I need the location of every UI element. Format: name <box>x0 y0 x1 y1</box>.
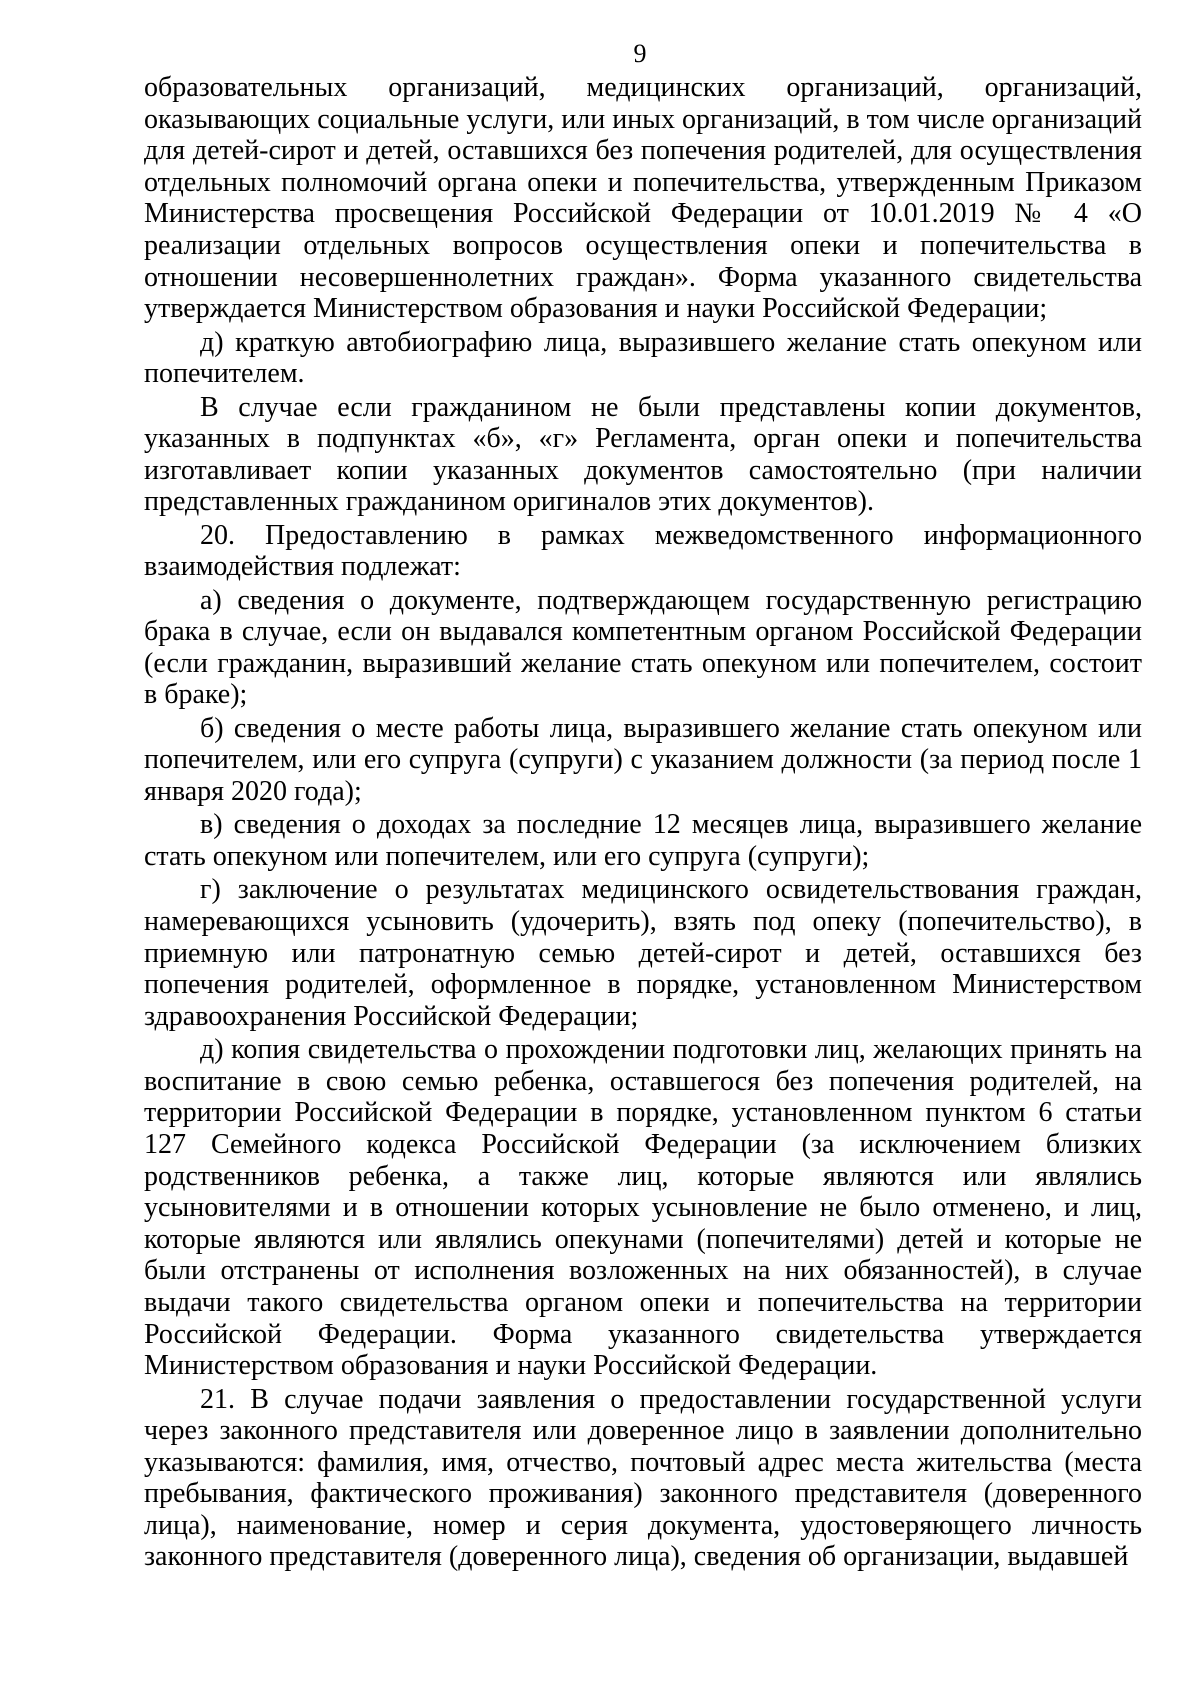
paragraph-20-item-a: а) сведения о документе, подтверждающем государственную регистрацию брака в случае, если он выдавался компетентным органом Российской Федерации (если гражданин, выразивший желание стать опекуном или попечителем, состоит в браке); <box>144 584 1142 711</box>
document-body <box>144 72 1142 1575</box>
paragraph-20-item-d: д) копия свидетельства о прохождении подготовки лиц, желающих принять на воспитание в свою семью ребенка, оставшегося без попечения родителей, на территории Российской Федерации в порядке, установленном пунктом 6 статьи 127 Семейного кодекса Российской Федерации (за исключением близких родственников ребенка, а также лиц, которые являются или являлись усыновителями и в отношении которых усыновление не было отменено, и лиц, которые являются или являлись опекунами (попечителями) детей и которые не были отстранены от исполнения возложенных на них обязанностей), в случае выдачи такого свидетельства органом опеки и попечительства на территории Российской Федерации. Форма указанного свидетельства утверждается Министерством образования и науки Российской Федерации. <box>144 1034 1142 1382</box>
paragraph-continuation: образовательных организаций, медицинских организаций, организаций, оказывающих социальные услуги, или иных организаций, в том числе организаций для детей-сирот и детей, оставшихся без попечения родителей, для осуществления отдельных полномочий органа опеки и попечительства, утвержденным Приказом Министерства просвещения Российской Федерации от 10.01.2019 № 4 «О реализации отдельных вопросов осуществления опеки и попечительства в отношении несовершеннолетних граждан». Форма указанного свидетельства утверждается Министерством образования и науки Российской Федерации; <box>144 72 1142 325</box>
paragraph-copies-note: В случае если гражданином не были представлены копии документов, указанных в подпунктах «б», «г» Регламента, орган опеки и попечительства изготавливает копии указанных документов самостоятельно (при наличии представленных гражданином оригиналов этих документов). <box>144 391 1142 518</box>
paragraph-20: 20. Предоставлению в рамках межведомственного информационного взаимодействия подлежат: <box>144 519 1142 583</box>
paragraph-20-item-g: г) заключение о результатах медицинского освидетельствования граждан, намеревающихся усыновить (удочерить), взять под опеку (попечительство), в приемную или патронатную семью детей-сирот и детей, оставшихся без попечения родителей, оформленное в порядке, установленном Министерством здравоохранения Российской Федерации; <box>144 874 1142 1032</box>
paragraph-20-item-v: в) сведения о доходах за последние 12 месяцев лица, выразившего желание стать опекуном или попечителем, или его супруга (супруги); <box>144 809 1142 873</box>
page-number: 9 <box>633 39 647 68</box>
paragraph-item-d-autobiography: д) краткую автобиографию лица, выразившего желание стать опекуном или попечителем. <box>144 326 1142 390</box>
paragraph-20-item-b: б) сведения о месте работы лица, выразившего желание стать опекуном или попечителем, или его супруга (супруги) с указанием должности (за период после 1 января 2020 года); <box>144 712 1142 808</box>
paragraph-21: 21. В случае подачи заявления о предоставлении государственной услуги через законного представителя или доверенное лицо в заявлении дополнительно указываются: фамилия, имя, отчество, почтовый адрес места жительства (места пребывания, фактического проживания) законного представителя (доверенного лица), наименование, номер и серия документа, удостоверяющего личность законного представителя (доверенного лица), сведения об организации, выдавшей <box>144 1383 1142 1573</box>
